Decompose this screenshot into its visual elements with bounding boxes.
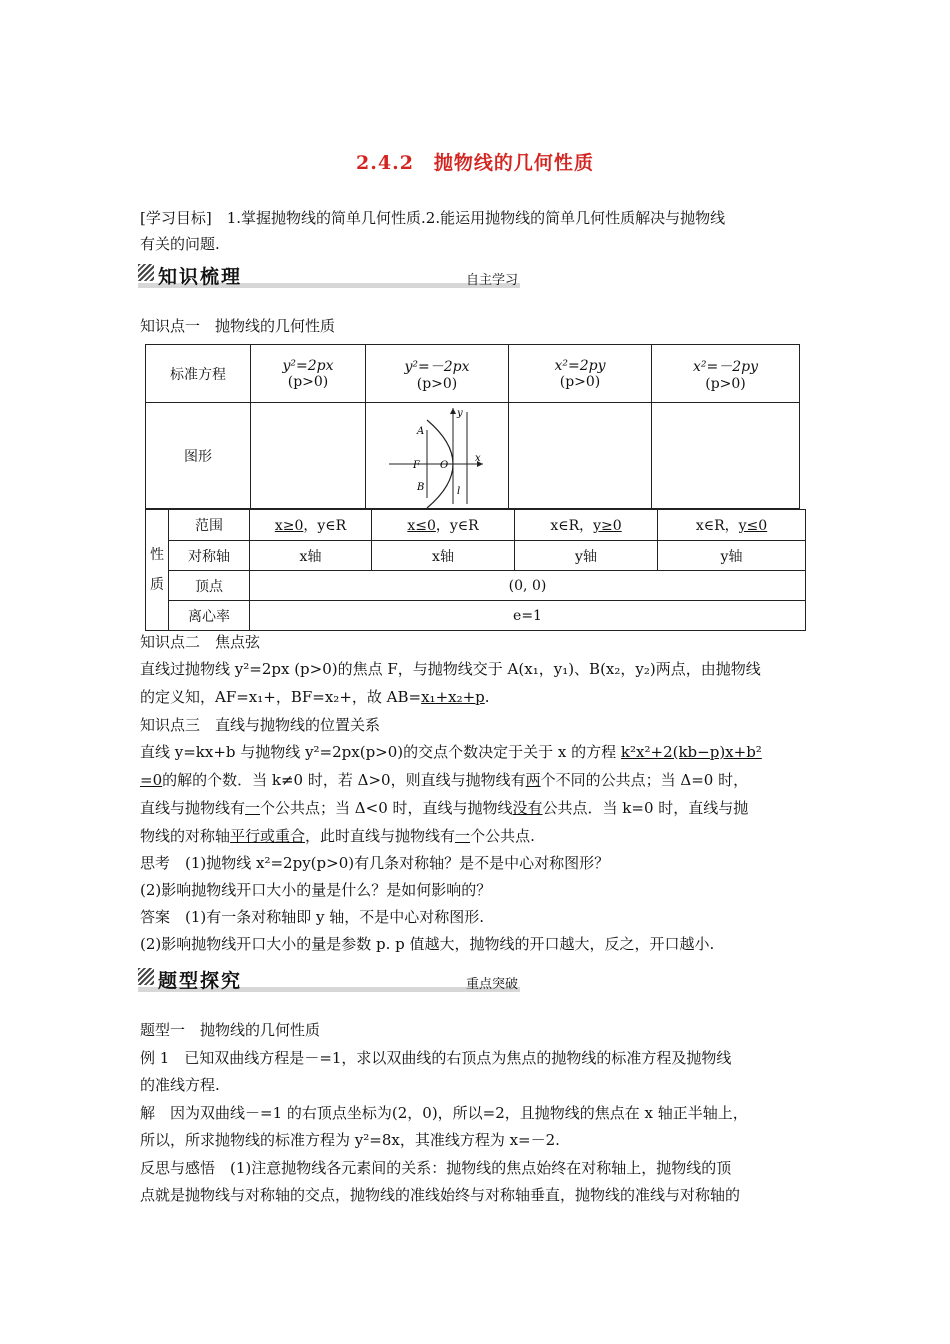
kp2-line-2: 的定义知，AF=x₁+，BF=x₂+，故 AB=x₁+x₂+p.	[140, 688, 490, 706]
svg-text:A: A	[417, 425, 425, 437]
figure-cell-1	[251, 403, 366, 509]
answer-line-1: 答案 (1)有一条对称轴即 y 轴，不是中心对称图形.	[140, 908, 485, 926]
banner-heading: 知识梳理	[158, 266, 243, 288]
side-label: 性 质	[146, 510, 169, 631]
svg-text:l: l	[457, 485, 461, 497]
kp2-line-1: 直线过抛物线 y²=2px (p>0)的焦点 F，与抛物线交于 A(x₁，y₁)、B(x₂，y₂)两点，由抛物线	[140, 660, 761, 678]
page-title: 2.4.2 抛物线的几何性质	[356, 152, 594, 174]
axis-cell-4: y轴	[658, 541, 806, 571]
kp3-line-2: =0的解的个数．当 k≠0 时，若 Δ>0，则直线与抛物线有两个不同的公共点；当 Δ=0 时，	[140, 771, 749, 789]
banner-subheading: 自主学习	[465, 273, 518, 288]
range-label: 范围	[169, 510, 250, 541]
eq-cell-2: y²=－2px (p>0)	[366, 345, 509, 403]
eq-row-label: 标准方程	[146, 345, 251, 403]
vertex-cell: (0, 0)	[250, 571, 806, 601]
range-cell-1: x≥0，y∈R	[250, 510, 372, 541]
eq-cell-1: y²=2px (p>0)	[251, 345, 366, 403]
knowledge-point-1: 知识点一 抛物线的几何性质	[140, 317, 336, 335]
parabola-figure	[387, 404, 487, 508]
axis-cell-3: y轴	[515, 541, 658, 571]
svg-text:B: B	[417, 481, 425, 493]
solution-line-1: 解 因为双曲线－=1 的右顶点坐标为(2，0)，所以=2，且抛物线的焦点在 x 轴正半轴上，	[140, 1104, 748, 1122]
reflect-line-1: 反思与感悟 (1)注意抛物线各元素间的关系：抛物线的焦点始终在对称轴上，抛物线的顶	[140, 1159, 732, 1177]
axis-cell-2: x轴	[372, 541, 515, 571]
kp3-line-4: 物线的对称轴平行或重合，此时直线与抛物线有一个公共点.	[140, 827, 535, 845]
axis-cell-1: x轴	[250, 541, 372, 571]
banner-subheading: 重点突破	[465, 977, 518, 992]
think-line-2: (2)影响抛物线开口大小的量是什么？是如何影响的？	[140, 881, 492, 899]
eq-cell-4: x²=－2py (p>0)	[652, 345, 800, 403]
vertex-label: 顶点	[169, 571, 250, 601]
ecc-cell: e=1	[250, 601, 806, 631]
properties-table-bottom	[145, 509, 806, 631]
ecc-label: 离心率	[169, 601, 250, 631]
banner-heading: 题型探究	[158, 970, 243, 992]
example-line-2: 的准线方程.	[140, 1076, 220, 1094]
figure-cell-3	[509, 403, 652, 509]
eq-cell-3: x²=2py (p>0)	[509, 345, 652, 403]
knowledge-point-2: 知识点二 焦点弦	[140, 633, 261, 651]
range-cell-3: x∈R，y≥0	[515, 510, 658, 541]
stripes-icon	[138, 968, 154, 985]
solution-line-2: 所以，所求抛物线的标准方程为 y²=8x，其准线方程为 x=－2.	[140, 1131, 560, 1149]
answer-line-2: (2)影响抛物线开口大小的量是参数 p. p 值越大，抛物线的开口越大，反之，开口越小.	[140, 935, 715, 953]
axis-label: 对称轴	[169, 541, 250, 571]
kp3-line-3: 直线与抛物线有一个公共点；当 Δ<0 时，直线与抛物线没有公共点．当 k=0 时，直线与抛	[140, 799, 749, 817]
figure-row-label: 图形	[146, 403, 251, 509]
reflect-line-2: 点就是抛物线与对称轴的交点，抛物线的准线始终与对称轴垂直，抛物线的准线与对称轴的	[140, 1186, 741, 1204]
kp3-line-1: 直线 y=kx+b 与抛物线 y²=2px(p>0)的交点个数决定于关于 x 的方程 k²x²+2(kb−p)x+b²	[140, 743, 762, 761]
objective-line-2: 有关的问题.	[140, 235, 220, 253]
figure-cell-4	[652, 403, 800, 509]
properties-table-top	[145, 344, 800, 509]
objective-line-1: [学习目标] 1.掌握抛物线的简单几何性质.2.能运用抛物线的简单几何性质解决与抛物线	[140, 209, 726, 227]
svg-text:y: y	[457, 407, 463, 419]
svg-text:O: O	[440, 459, 449, 471]
type-heading-1: 题型一 抛物线的几何性质	[140, 1021, 321, 1039]
section-banner-knowledge	[138, 262, 520, 288]
range-cell-2: x≤0，y∈R	[372, 510, 515, 541]
section-banner-types	[138, 966, 520, 992]
knowledge-point-3: 知识点三 直线与抛物线的位置关系	[140, 716, 381, 734]
example-line-1: 例 1 已知双曲线方程是－=1，求以双曲线的右顶点为焦点的抛物线的标准方程及抛物线	[140, 1049, 732, 1067]
stripes-icon	[138, 264, 154, 281]
svg-text:F: F	[413, 459, 420, 471]
figure-cell-2	[366, 403, 509, 509]
think-line-1: 思考 (1)抛物线 x²=2py(p>0)有几条对称轴？是不是中心对称图形？	[140, 854, 610, 872]
svg-text:x: x	[475, 452, 481, 464]
range-cell-4: x∈R，y≤0	[658, 510, 806, 541]
